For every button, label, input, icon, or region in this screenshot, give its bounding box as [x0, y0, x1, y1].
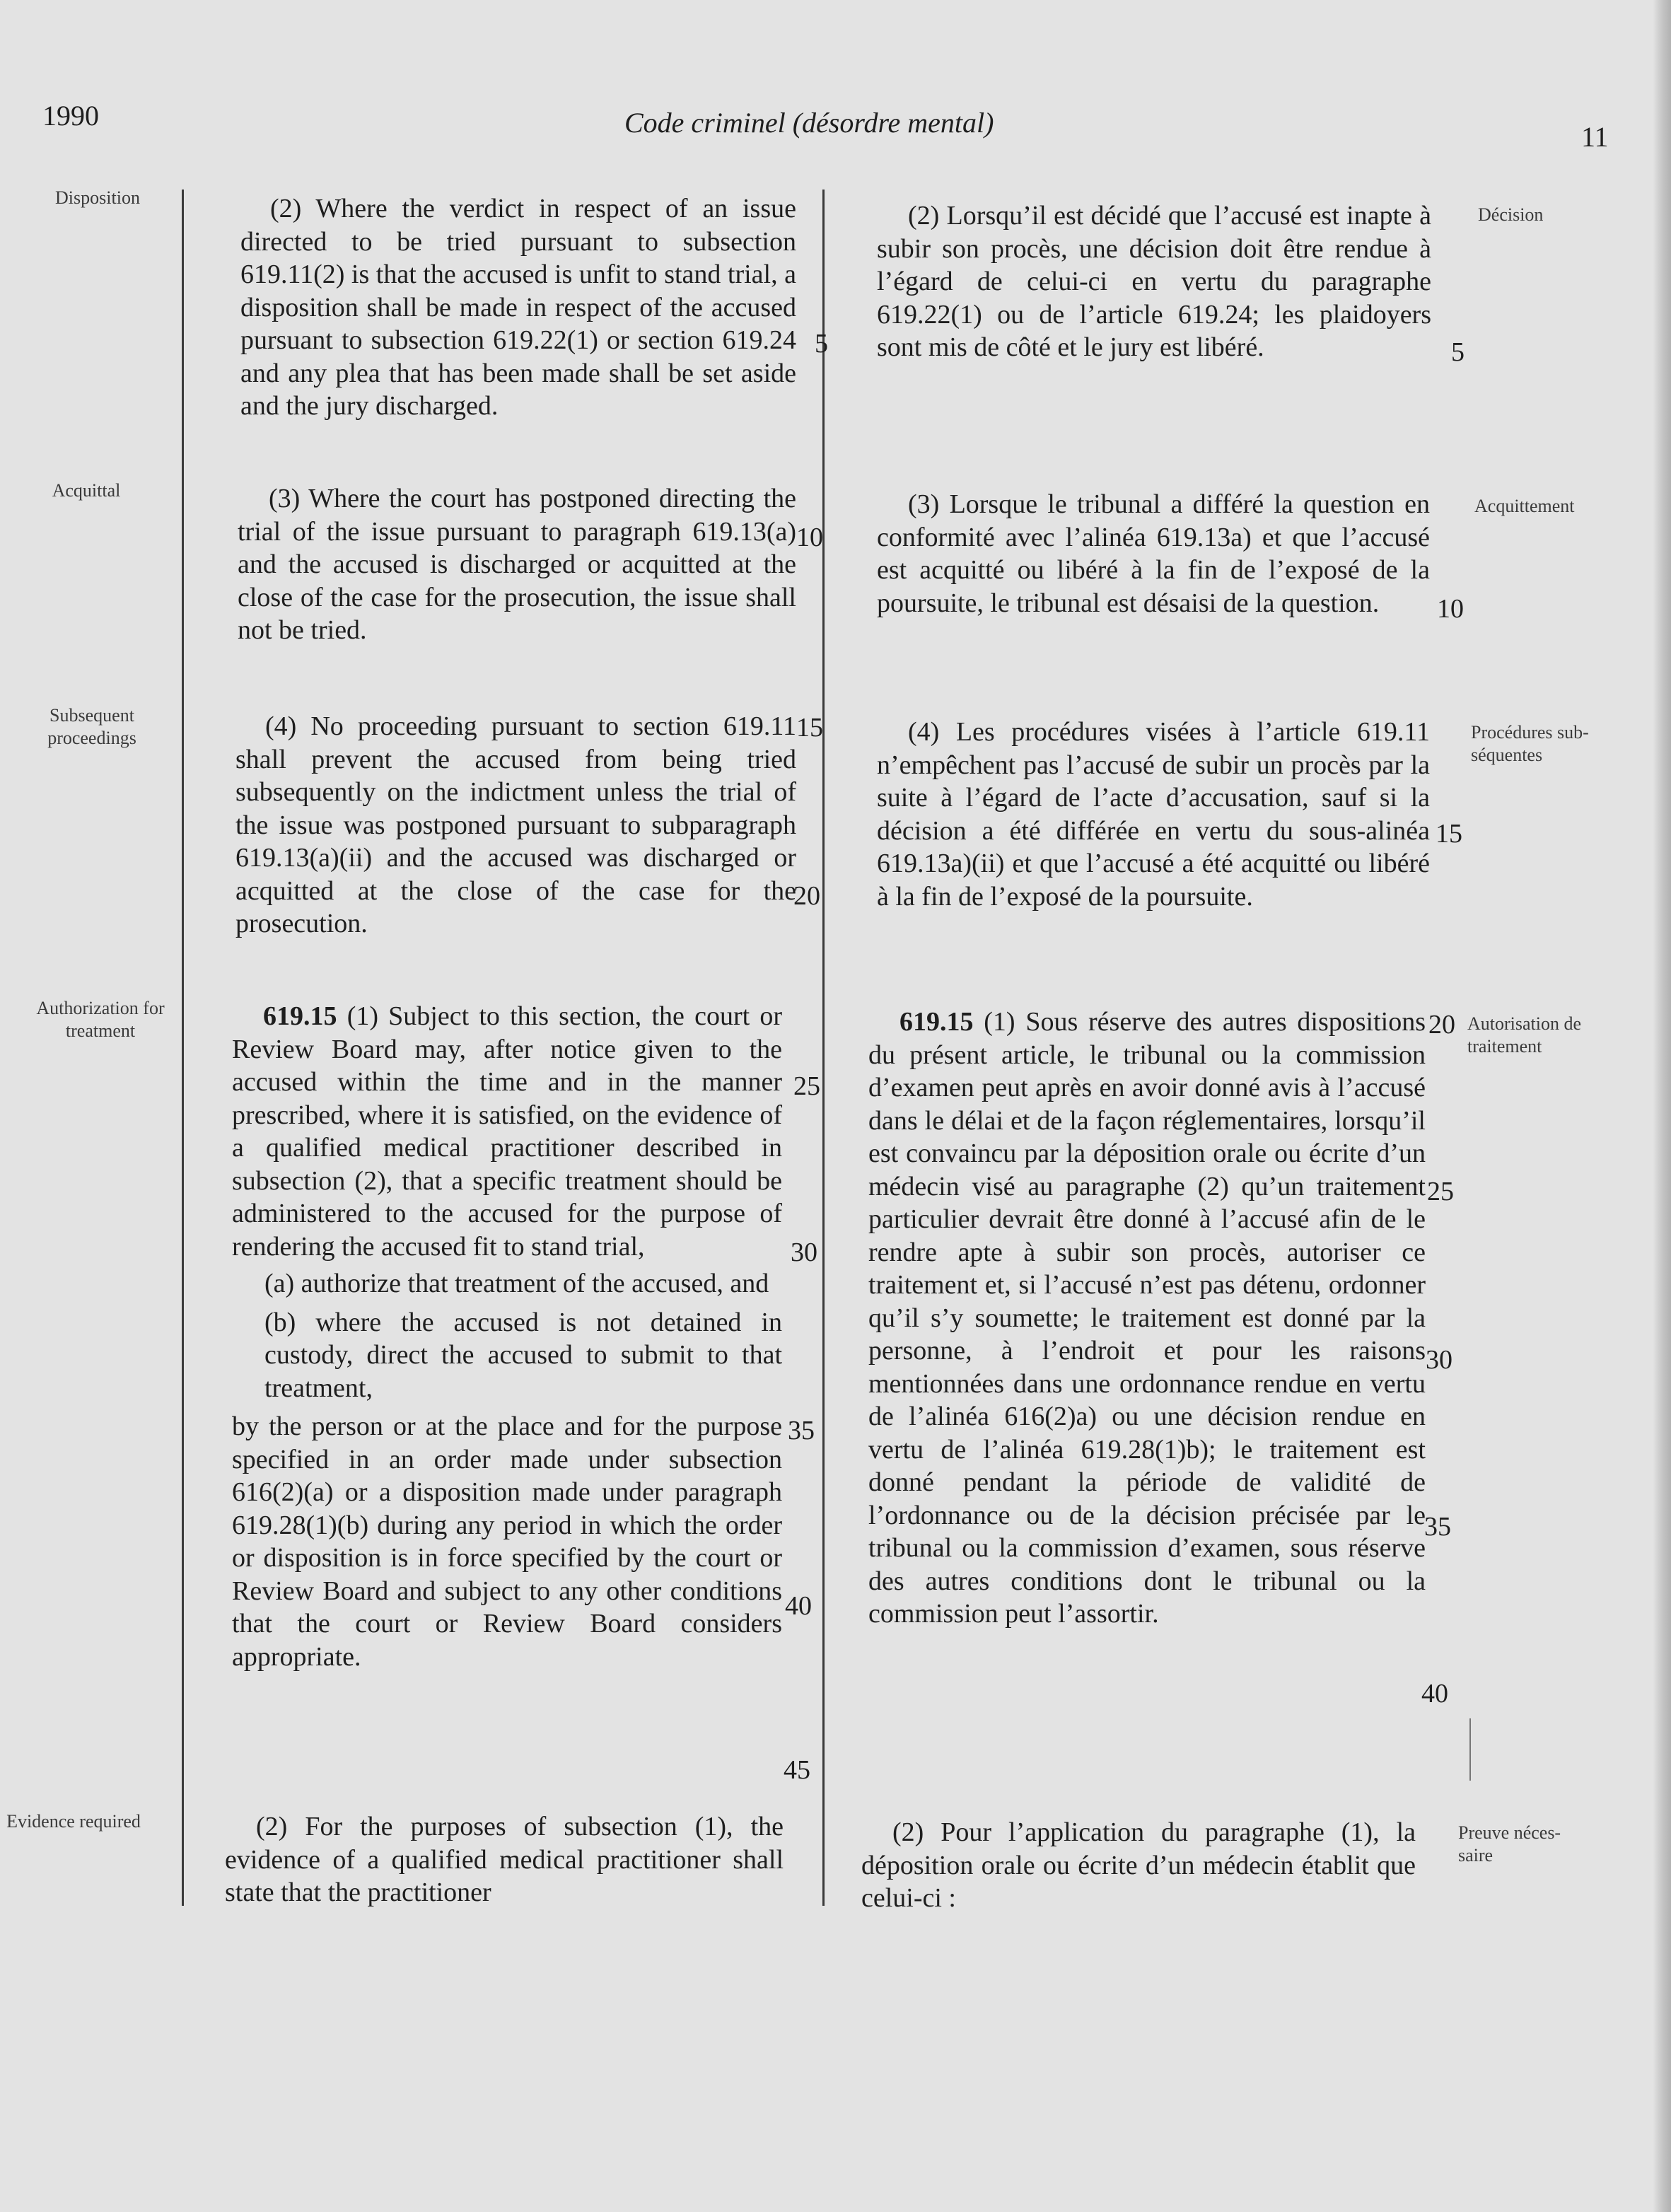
fr-line-number: 5 [1451, 337, 1465, 367]
fr-section-619-15-2 [861, 1816, 1416, 1915]
en-s15-2-text: (2) For the purposes of subsection (1), the evidence of a qualified medical practitioner shall state that the practitioner [225, 1812, 784, 1907]
marginal-note-evidence: Evidence required [6, 1811, 141, 1832]
en-line-number: 10 [796, 523, 823, 552]
en-line-number: 30 [791, 1238, 817, 1267]
right-column-rule [1469, 1718, 1471, 1781]
en-line-number: 20 [793, 881, 820, 911]
marginal-note-autorisation: Autorisation de traitement [1467, 1013, 1582, 1056]
en-subsection-2-text: (2) Where the verdict in respect of an issue directed to be tried pursuant to subsection 619.11(2) is that the accused is unfit to stand trial, a disposition shall be made in respect of the accused pursuant to subsection 619.22(1) or section 619.24 and any plea that has been made shall be set aside and the jury discharged. [240, 194, 796, 421]
en-line-number: 5 [815, 329, 828, 359]
en-s15-para-b: (b) where the accused is not detained in custody, direct the accused to submit to that treatment, [264, 1307, 782, 1403]
fr-section-number: 619.15 [899, 1007, 974, 1037]
marginal-note-procedures: Procédures sub-séquentes [1471, 722, 1589, 765]
fr-line-number: 30 [1426, 1345, 1452, 1375]
fr-s15-2-text: (2) Pour l’application du paragraphe (1), la déposition orale ou écrite d’un médecin établit que celui-ci : [861, 1817, 1416, 1913]
en-line-number: 35 [788, 1416, 815, 1445]
fr-subsection-4 [877, 716, 1430, 913]
marginal-note-disposition: Disposition [55, 187, 140, 208]
en-s15-intro-text: (1) Subject to this section, the court or Review Board may, after notice given to the accused within the time and in the manner prescribed, where it is satisfied, on the evidence of a qualified medical practitioner described in subsection (2), that a specific treatment should be administered to the accused for the purpose of rendering the accused fit to stand trial, [232, 1001, 783, 1262]
center-column-rule [822, 190, 825, 1906]
en-subsection-2 [240, 192, 796, 423]
marginal-note-subsequent-proceedings: Subsequent proceedings [47, 705, 136, 748]
marginal-note-preuve: Preuve néces-saire [1458, 1822, 1561, 1865]
en-line-number: 25 [793, 1071, 820, 1101]
fr-line-number: 15 [1436, 819, 1462, 849]
fr-subsection-2 [877, 199, 1431, 364]
fr-line-number: 10 [1437, 594, 1464, 624]
en-s15-para-a: (a) authorize that treatment of the accused, and [264, 1269, 769, 1298]
fr-subsection-4-text: (4) Les procédures visées à l’article 619.11 n’empêchent pas l’accusé de subir un procès par la suite à l’égard de l’acte d’accusation, sauf si la décision a été différée en vertu du sous-alinéa 619.13a)(ii) et que l’accusé a été acquitté ou libéré à la fin de l’exposé de la poursuite. [877, 717, 1430, 912]
fr-line-number: 25 [1427, 1177, 1454, 1206]
en-s15-intro [232, 1000, 782, 1263]
en-subsection-4-text: (4) No proceeding pursuant to section 619.11 shall prevent the accused from being tried subsequently on the indictment unless the trial of the issue was postponed pursuant to subparagraph 619.13(a)(ii) and the accused was discharged or acquitted at the close of the case for the prosecution. [235, 711, 796, 938]
fr-s15-body-text: (1) Sous réserve des autres dispositions du présent article, le tribunal ou la commission d’examen peut après en avoir donné avis à l’accusé dans le délai et de la façon réglementaires, lorsqu’il est convaincu par la déposition orale ou écrite d’un médecin visé au paragraphe (2) qu’un traitement particulier devrait être donné à l’accusé afin de le rendre apte à subir son procès, autoriser ce traitement et, si l’accusé n’est pas détenu, ordonner qu’il s’y soumette; le traitement est donné par la personne, à l’endroit et pour les raisons mentionnées dans une ordonnance rendue en vertu de l’alinéa 616(2)a) ou une décision rendue en vertu de l’alinéa 619.28(1)b); le traitement est donné pendant la période de validité de l’ordonnance ou de la décision précisée par le tribunal ou la commission d’examen, sous réserve des autres conditions dont le tribunal ou la commission peut l’assortir. [868, 1007, 1426, 1629]
marginal-note-acquittement: Acquittement [1474, 496, 1575, 516]
en-subsection-4 [235, 710, 796, 941]
header-year: 1990 [42, 100, 99, 132]
fr-line-number: 20 [1428, 1010, 1455, 1040]
fr-subsection-3 [877, 488, 1430, 619]
marginal-note-decision: Décision [1478, 204, 1544, 225]
page-edge-shadow [1653, 0, 1671, 2212]
en-section-number: 619.15 [263, 1001, 337, 1031]
fr-section-619-15 [868, 1006, 1426, 1631]
fr-line-number: 35 [1424, 1512, 1451, 1542]
left-column-rule [182, 190, 184, 1906]
fr-subsection-2-text: (2) Lorsqu’il est décidé que l’accusé est inapte à subir son procès, une décision doit être rendue à l’égard de celui-ci en vertu du paragraphe 619.22(1) ou de l’article 619.24; les plaidoyers sont mis de côté et le jury est libéré. [877, 201, 1431, 362]
header-title: Code criminel (désordre mental) [624, 107, 994, 139]
page-number: 11 [1581, 121, 1609, 153]
en-section-619-15-2 [225, 1810, 784, 1909]
en-subsection-3-text: (3) Where the court has postponed directing the trial of the issue pursuant to paragraph 619.13(a) and the accused is discharged or acquitted at the close of the case for the prosecution, the issue shall not be tried. [238, 484, 796, 645]
fr-line-number: 40 [1421, 1679, 1448, 1709]
marginal-note-authorization: Authorization for treatment [36, 998, 165, 1041]
fr-s15-body [868, 1006, 1426, 1631]
en-line-number: 40 [785, 1591, 812, 1621]
fr-subsection-3-text: (3) Lorsque le tribunal a différé la question en conformité avec l’alinéa 619.13a) et que l’accusé est acquitté ou libéré à la fin de l’exposé de la poursuite, le tribunal est désaisi de la question. [877, 489, 1430, 618]
en-line-number: 15 [796, 713, 823, 743]
marginal-note-acquittal: Acquittal [52, 480, 121, 501]
en-line-number: 45 [784, 1755, 810, 1785]
en-subsection-3 [238, 482, 796, 647]
en-section-619-15 [232, 1000, 782, 1673]
en-s15-tail: by the person or at the place and for the purpose specified in an order made under subsection 616(2)(a) or a disposition made under paragraph 619.28(1)(b) during any period in which the order or disposition is in force specified by the court or Review Board and subject to any other conditions that the court or Review Board considers appropriate. [232, 1411, 782, 1672]
